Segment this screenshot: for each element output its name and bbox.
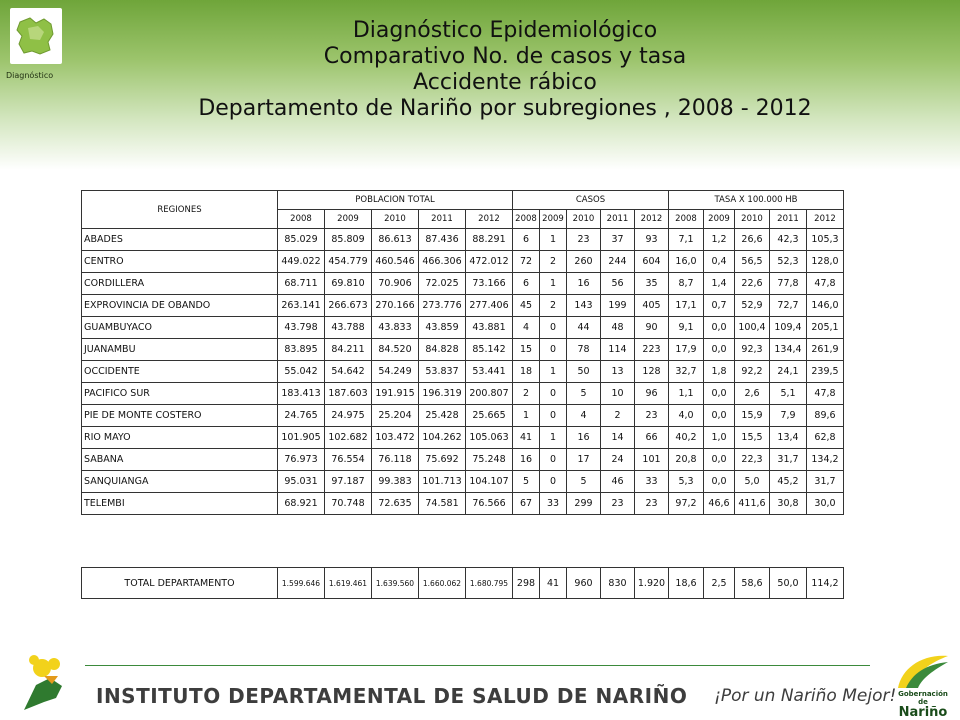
table-cell: 199 [601,295,635,317]
table-row [82,493,844,515]
table-cell: 45,2 [770,471,807,493]
table-cell: 101 [635,449,669,471]
year-header-poblacion-2009: 2009 [325,210,372,229]
table-cell: 449.022 [278,251,325,273]
table-cell: 87.436 [419,229,466,251]
table-cell: 263.141 [278,295,325,317]
table-cell: 96 [635,383,669,405]
table-cell: 31,7 [807,471,844,493]
total-cell: 1.680.795 [466,568,513,599]
table-cell: 97.187 [325,471,372,493]
table-cell: 134,4 [770,339,807,361]
year-header-casos-2009: 2009 [540,210,567,229]
table-cell: 55.042 [278,361,325,383]
table-cell: 76.973 [278,449,325,471]
table-cell: 191.915 [372,383,419,405]
table-cell: 68.921 [278,493,325,515]
table-cell: 69.810 [325,273,372,295]
table-cell: 24 [601,449,635,471]
institute-logo-icon [14,650,74,715]
logo-caption: Diagnóstico [6,71,54,80]
table-cell: 5 [567,471,601,493]
year-header-tasa-2008: 2008 [669,210,704,229]
table-cell: 24.975 [325,405,372,427]
total-cell: 1.920 [635,568,669,599]
table-cell: 196.319 [419,383,466,405]
table-cell: 0,0 [704,383,735,405]
table-cell: 299 [567,493,601,515]
table-cell: 45 [513,295,540,317]
total-label: TOTAL DEPARTAMENTO [82,568,278,599]
total-cell: 18,6 [669,568,704,599]
table-cell: 73.166 [466,273,513,295]
table-cell: 84.828 [419,339,466,361]
table-cell: 25.665 [466,405,513,427]
title-line-4: Departamento de Nariño por subregiones , 2008 - 2012 [198,96,812,121]
total-cell: 960 [567,568,601,599]
total-cell: 1.639.560 [372,568,419,599]
year-header-poblacion-2012: 2012 [466,210,513,229]
table-cell: 4,0 [669,405,704,427]
table-cell: 260 [567,251,601,273]
table-cell: 84.211 [325,339,372,361]
table-cell: 5,3 [669,471,704,493]
table-row [82,295,844,317]
year-header-casos-2011: 2011 [601,210,635,229]
table-cell: 15,9 [735,405,770,427]
table-cell: 13 [601,361,635,383]
total-cell: 298 [513,568,540,599]
table-cell: 16 [513,449,540,471]
table-cell: 20,8 [669,449,704,471]
region-name: PIE DE MONTE COSTERO [82,405,278,427]
total-row [82,568,844,599]
table-cell: 277.406 [466,295,513,317]
table-cell: 472.012 [466,251,513,273]
table-cell: 47,8 [807,273,844,295]
region-name: OCCIDENTE [82,361,278,383]
table-cell: 16 [567,273,601,295]
table-cell: 76.554 [325,449,372,471]
region-name: PACIFICO SUR [82,383,278,405]
table-cell: 52,3 [770,251,807,273]
slogan: ¡Por un Nariño Mejor! [714,686,897,706]
region-name: TELEMBI [82,493,278,515]
year-header-tasa-2009: 2009 [704,210,735,229]
table-cell: 5,1 [770,383,807,405]
table-cell: 6 [513,229,540,251]
table-cell: 66 [635,427,669,449]
table-cell: 24.765 [278,405,325,427]
table-cell: 1 [540,361,567,383]
total-cell: 58,6 [735,568,770,599]
table-cell: 187.603 [325,383,372,405]
table-cell: 270.166 [372,295,419,317]
table-cell: 93 [635,229,669,251]
table-cell: 25.428 [419,405,466,427]
table-cell: 1,8 [704,361,735,383]
table-cell: 2 [601,405,635,427]
table-cell: 74.581 [419,493,466,515]
table-cell: 128 [635,361,669,383]
table-cell: 1,0 [704,427,735,449]
table-cell: 23 [567,229,601,251]
title-line-3: Accidente rábico [413,70,597,95]
header-poblacion: POBLACION TOTAL [278,191,513,210]
table-row [82,339,844,361]
table-cell: 0,7 [704,295,735,317]
table-cell: 5,0 [735,471,770,493]
table-cell: 244 [601,251,635,273]
table-cell: 99.383 [372,471,419,493]
table-cell: 200.807 [466,383,513,405]
table-cell: 33 [635,471,669,493]
table-cell: 88.291 [466,229,513,251]
table-cell: 41 [513,427,540,449]
table-cell: 40,2 [669,427,704,449]
total-cell: 1.599.646 [278,568,325,599]
title-line-2: Comparativo No. de casos y tasa [323,44,687,69]
table-cell: 72.025 [419,273,466,295]
table-cell: 48 [601,317,635,339]
table-cell: 261,9 [807,339,844,361]
table-cell: 43.788 [325,317,372,339]
table-cell: 44 [567,317,601,339]
map-icon [14,14,58,58]
table-cell: 50 [567,361,601,383]
year-header-casos-2010: 2010 [567,210,601,229]
gobernacion-big: Nariño [898,705,948,720]
table-cell: 53.837 [419,361,466,383]
table-cell: 54.249 [372,361,419,383]
table-row [82,449,844,471]
table-cell: 54.642 [325,361,372,383]
table-row [82,229,844,251]
table-cell: 30,0 [807,493,844,515]
table-cell: 23 [601,493,635,515]
table-row [82,427,844,449]
gobernacion-label [893,690,953,719]
table-row [82,251,844,273]
table-cell: 2,6 [735,383,770,405]
table-cell: 33 [540,493,567,515]
table-cell: 84.520 [372,339,419,361]
table-cell: 46 [601,471,635,493]
table-cell: 0 [540,317,567,339]
region-name: JUANAMBU [82,339,278,361]
table-cell: 76.118 [372,449,419,471]
table-cell: 70.906 [372,273,419,295]
year-header-poblacion-2008: 2008 [278,210,325,229]
table-row [82,471,844,493]
table-cell: 72 [513,251,540,273]
table-cell: 70.748 [325,493,372,515]
table-cell: 46,6 [704,493,735,515]
table-cell: 43.798 [278,317,325,339]
table-cell: 6 [513,273,540,295]
table-cell: 7,1 [669,229,704,251]
table-cell: 16 [567,427,601,449]
table-cell: 7,9 [770,405,807,427]
table-cell: 266.673 [325,295,372,317]
total-cell: 41 [540,568,567,599]
table-cell: 22,6 [735,273,770,295]
table-cell: 30,8 [770,493,807,515]
table-cell: 143 [567,295,601,317]
year-header-tasa-2012: 2012 [807,210,844,229]
table-cell: 68.711 [278,273,325,295]
table-cell: 0,0 [704,471,735,493]
table-cell: 18 [513,361,540,383]
table-cell: 35 [635,273,669,295]
table-cell: 134,2 [807,449,844,471]
table-cell: 16,0 [669,251,704,273]
year-header-poblacion-2011: 2011 [419,210,466,229]
region-name: CENTRO [82,251,278,273]
table-cell: 0,0 [704,405,735,427]
table-cell: 15 [513,339,540,361]
table-cell: 85.029 [278,229,325,251]
table-cell: 17 [567,449,601,471]
table-cell: 86.613 [372,229,419,251]
year-header-tasa-2011: 2011 [770,210,807,229]
table-cell: 101.905 [278,427,325,449]
table-cell: 1 [540,229,567,251]
table-cell: 37 [601,229,635,251]
table-cell: 405 [635,295,669,317]
table-cell: 78 [567,339,601,361]
total-cell: 1.619.461 [325,568,372,599]
table-cell: 25.204 [372,405,419,427]
table-cell: 0 [540,449,567,471]
table-cell: 2 [540,251,567,273]
table-cell: 67 [513,493,540,515]
region-name: CORDILLERA [82,273,278,295]
table-cell: 4 [513,317,540,339]
header-casos: CASOS [513,191,669,210]
gobernacion-logo-icon [892,650,954,690]
table-cell: 9,1 [669,317,704,339]
header-regiones: REGIONES [82,191,278,229]
table-cell: 4 [567,405,601,427]
table-cell: 23 [635,405,669,427]
table-cell: 104.107 [466,471,513,493]
table-cell: 17,1 [669,295,704,317]
gobernacion-small: Gobernación de [898,690,948,706]
table-cell: 42,3 [770,229,807,251]
region-name: GUAMBUYACO [82,317,278,339]
institution-name: INSTITUTO DEPARTAMENTAL DE SALUD DE NARIÑO [96,684,688,708]
table-cell: 128,0 [807,251,844,273]
year-header-casos-2012: 2012 [635,210,669,229]
table-cell: 23 [635,493,669,515]
table-cell: 43.859 [419,317,466,339]
table-cell: 90 [635,317,669,339]
table-cell: 205,1 [807,317,844,339]
total-cell: 830 [601,568,635,599]
table-cell: 0 [540,471,567,493]
table-cell: 101.713 [419,471,466,493]
table-row [82,317,844,339]
table-cell: 85.809 [325,229,372,251]
table-cell: 89,6 [807,405,844,427]
year-header-tasa-2010: 2010 [735,210,770,229]
table-cell: 0 [540,405,567,427]
table-cell: 1,2 [704,229,735,251]
table-cell: 100,4 [735,317,770,339]
year-header-casos-2008: 2008 [513,210,540,229]
table-cell: 0,0 [704,339,735,361]
table-cell: 109,4 [770,317,807,339]
table-cell: 10 [601,383,635,405]
table-cell: 62,8 [807,427,844,449]
table-cell: 32,7 [669,361,704,383]
table-cell: 15,5 [735,427,770,449]
table-cell: 76.566 [466,493,513,515]
table-cell: 72.635 [372,493,419,515]
table-cell: 0,0 [704,317,735,339]
table-cell: 105.063 [466,427,513,449]
table-cell: 5 [567,383,601,405]
table-cell: 0 [540,339,567,361]
table-cell: 1,1 [669,383,704,405]
epidemiology-table [81,190,844,515]
table-cell: 17,9 [669,339,704,361]
table-cell: 104.262 [419,427,466,449]
table-cell: 0,0 [704,449,735,471]
table-cell: 454.779 [325,251,372,273]
region-name: RIO MAYO [82,427,278,449]
table-cell: 466.306 [419,251,466,273]
table-cell: 43.833 [372,317,419,339]
header-tasa: TASA X 100.000 HB [669,191,844,210]
table-cell: 22,3 [735,449,770,471]
table-cell: 72,7 [770,295,807,317]
department-map-logo [10,8,62,64]
footer-divider [85,665,870,666]
table-cell: 97,2 [669,493,704,515]
table-cell: 75.692 [419,449,466,471]
table-body [82,229,844,515]
table-cell: 52,9 [735,295,770,317]
table-row [82,361,844,383]
table-cell: 24,1 [770,361,807,383]
table-cell: 2 [540,295,567,317]
table-cell: 92,3 [735,339,770,361]
total-cell: 1.660.062 [419,568,466,599]
table-cell: 114 [601,339,635,361]
table-cell: 77,8 [770,273,807,295]
table-cell: 53.441 [466,361,513,383]
table-cell: 1 [513,405,540,427]
table-cell: 2 [513,383,540,405]
table-row [82,383,844,405]
table-cell: 75.248 [466,449,513,471]
table-cell: 183.413 [278,383,325,405]
table-cell: 604 [635,251,669,273]
table-cell: 273.776 [419,295,466,317]
table-cell: 239,5 [807,361,844,383]
total-table [81,567,844,599]
table-cell: 56 [601,273,635,295]
region-name: SANQUIANGA [82,471,278,493]
table-cell: 105,3 [807,229,844,251]
table-cell: 223 [635,339,669,361]
table-cell: 5 [513,471,540,493]
table-cell: 8,7 [669,273,704,295]
page-title [100,18,910,122]
table-cell: 102.682 [325,427,372,449]
table-cell: 1 [540,273,567,295]
table-cell: 460.546 [372,251,419,273]
total-cell: 2,5 [704,568,735,599]
table-cell: 13,4 [770,427,807,449]
table-cell: 411,6 [735,493,770,515]
region-name: EXPROVINCIA DE OBANDO [82,295,278,317]
table-cell: 14 [601,427,635,449]
table-cell: 0 [540,383,567,405]
title-line-1: Diagnóstico Epidemiológico [352,18,658,43]
total-cell: 50,0 [770,568,807,599]
table-cell: 92,2 [735,361,770,383]
table-cell: 146,0 [807,295,844,317]
table-cell: 85.142 [466,339,513,361]
table-cell: 95.031 [278,471,325,493]
table-cell: 26,6 [735,229,770,251]
table-cell: 0,4 [704,251,735,273]
table-cell: 47,8 [807,383,844,405]
table-row [82,405,844,427]
table-cell: 83.895 [278,339,325,361]
table-row [82,273,844,295]
table-cell: 1,4 [704,273,735,295]
table-cell: 1 [540,427,567,449]
total-cell: 114,2 [807,568,844,599]
table-cell: 31,7 [770,449,807,471]
table-cell: 103.472 [372,427,419,449]
year-header-poblacion-2010: 2010 [372,210,419,229]
table-cell: 43.881 [466,317,513,339]
region-name: ABADES [82,229,278,251]
region-name: SABANA [82,449,278,471]
table-cell: 56,5 [735,251,770,273]
